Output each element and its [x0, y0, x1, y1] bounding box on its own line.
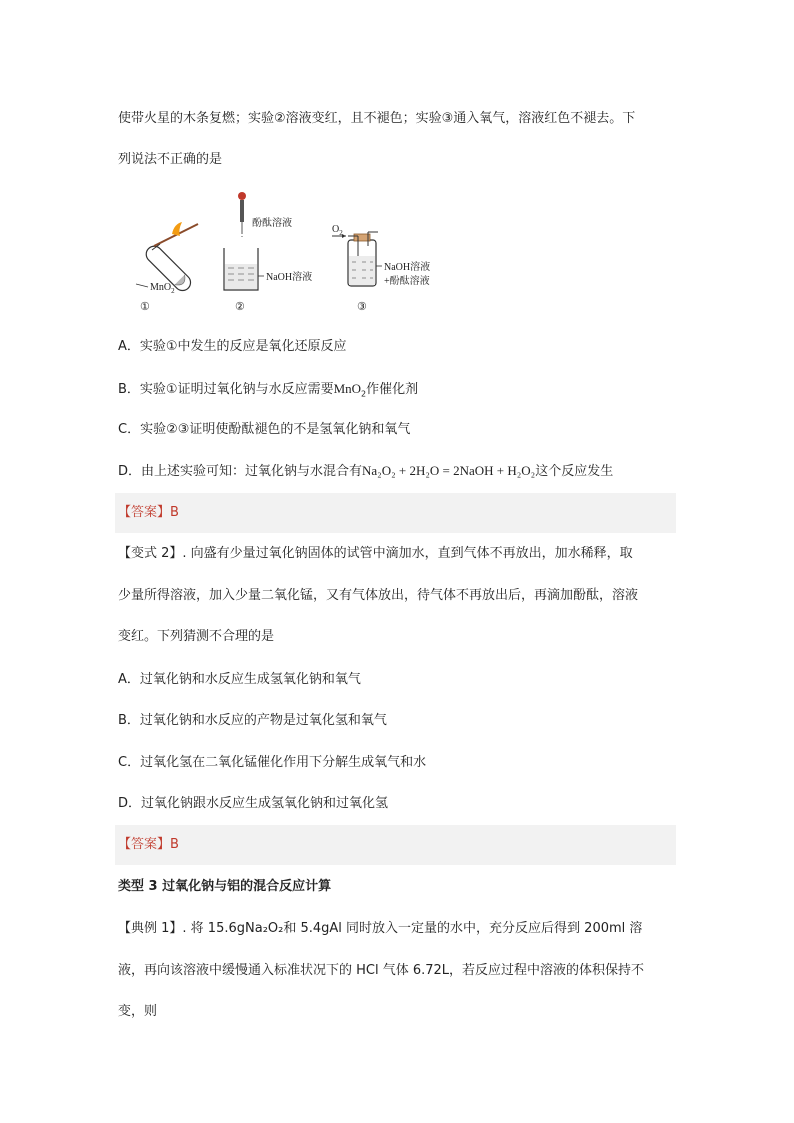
- answer-1: [118, 504, 179, 522]
- q1-option-d-text: D．由上述实验可知：过氧化钠与水混合有: [118, 464, 363, 479]
- q2-option-b: B．过氧化钠和水反应的产物是过氧化氢和氧气: [118, 713, 387, 728]
- section-3-line-2: 液，再向该溶液中缓慢通入标准状况下的 HCl 气体 6.72L，若反应过程中溶液的体积保持不: [118, 963, 645, 978]
- q2-option-d: D．过氧化钠跟水反应生成氢氧化钠和过氧化氢: [118, 796, 389, 811]
- q1-option-d: [118, 462, 613, 481]
- gas-bottle-icon: [348, 232, 378, 286]
- q1-option-b: [118, 380, 418, 404]
- q1-option-a: A．实验①中发生的反应是氧化还原反应: [118, 339, 347, 354]
- q1-option-b-post: 作催化剂: [366, 382, 419, 397]
- q2-line-1: 【变式 2】. 向盛有少量过氧化钠固体的试管中滴加水，直到气体不再放出，加水稀释，取: [118, 546, 633, 561]
- experiment-figure: [110, 188, 470, 316]
- answer-band-1: [115, 493, 676, 533]
- flame-icon: [172, 222, 182, 236]
- figure-number-3: ③: [357, 301, 367, 313]
- q1-option-b-formula: MnO: [333, 381, 362, 396]
- figure-number-2: ②: [235, 301, 245, 313]
- q1-option-d-post: 这个反应发生: [535, 464, 614, 479]
- q2-line-3: 变红。下列猜测不合理的是: [118, 629, 275, 644]
- answer-2: [118, 836, 179, 854]
- section-3-line-3: 变，则: [118, 1004, 158, 1019]
- answer-2-value: B: [170, 837, 179, 852]
- beaker-icon: [224, 248, 258, 290]
- q1-option-c: C．实验②③证明使酚酞褪色的不是氢氧化钠和氧气: [118, 422, 411, 437]
- label-mno2: MnO$_2$: [150, 282, 175, 295]
- q1-option-b-text: B．实验①证明过氧化钠与水反应需要: [118, 382, 334, 397]
- q1-option-d-equation: Na₂O₂ + 2H₂O = 2NaOH + H₂O₂: [362, 463, 536, 478]
- q2-option-c: C．过氧化氢在二氧化锰催化作用下分解生成氧气和水: [118, 755, 427, 770]
- q2-line-2: 少量所得溶液，加入少量二氧化锰，又有气体放出，待气体不再放出后，再滴加酚酞，溶液: [118, 588, 639, 603]
- label-o2: $O_2$: [332, 224, 343, 237]
- answer-1-label: 【答案】: [118, 505, 171, 520]
- section-3-title: 类型 3 过氧化钠与铝的混合反应计算: [118, 879, 332, 894]
- label-naoh-solution: NaOH溶液: [266, 272, 313, 283]
- dropper-icon: [238, 192, 246, 239]
- figure-number-1: ①: [140, 301, 150, 313]
- intro-line-2: 列说法不正确的是: [118, 152, 223, 167]
- intro-line-1: 使带火星的木条复燃；实验②溶液变红，且不褪色；实验③通入氧气，溶液红色不褪去。下: [118, 111, 636, 126]
- answer-1-value: B: [170, 505, 179, 520]
- label-naoh-solution-2: NaOH溶液: [384, 262, 431, 273]
- section-3-line-1: 【典例 1】. 将 15.6gNa₂O₂和 5.4gAl 同时放入一定量的水中，充分反应后得到 200ml 溶: [118, 921, 643, 936]
- q1-option-b-sub: 2: [361, 389, 367, 399]
- label-plus-phenolphthalein: +酚酞溶液: [384, 276, 430, 287]
- answer-2-label: 【答案】: [118, 837, 171, 852]
- answer-band-2: [115, 825, 676, 865]
- label-phenolphthalein-drop: 酚酞溶液: [252, 218, 292, 229]
- q2-option-a: A．过氧化钠和水反应生成氢氧化钠和氧气: [118, 672, 361, 687]
